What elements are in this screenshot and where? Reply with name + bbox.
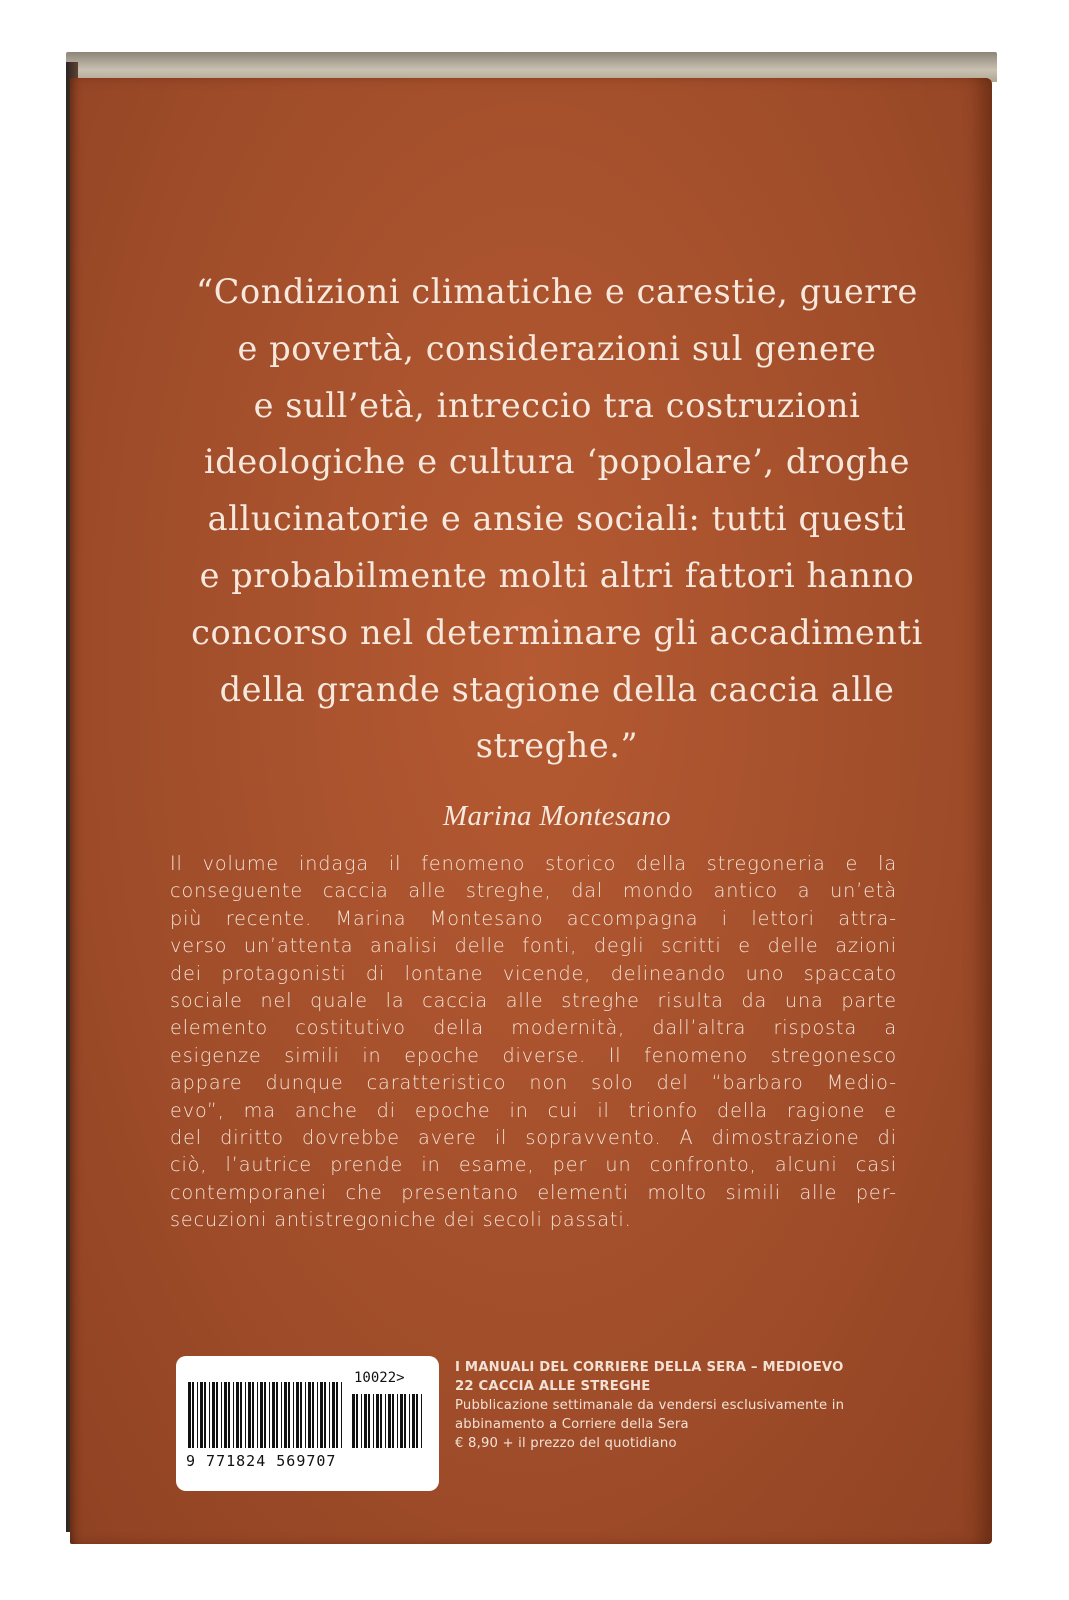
back-cover xyxy=(70,78,992,1544)
quote-line: streghe.” xyxy=(475,726,639,766)
barcode-addon-number: 10022> xyxy=(354,1370,405,1386)
quote-line: e sull’età, intreccio tra costruzioni xyxy=(253,385,861,425)
barcode xyxy=(176,1356,439,1491)
publication-note: Pubblicazione settimanale da vendersi esclusivamente in xyxy=(455,1398,845,1413)
description-line: Il volume indaga il fenomeno storico della stregoneria e la xyxy=(170,852,897,875)
description-line: verso un’attenta analisi delle fonti, degli scritti e delle azioni xyxy=(170,934,897,958)
quote-line: allucinatorie e ansie sociali: tutti questi xyxy=(207,499,907,539)
book-description xyxy=(170,850,897,1234)
series-name: I MANUALI DEL CORRIERE DELLA SERA – MEDIOEVO xyxy=(455,1360,844,1375)
quote-line: e povertà, considerazioni sul genere xyxy=(237,328,877,368)
description-line: conseguente caccia alle streghe, dal mondo antico a un’età xyxy=(170,879,897,903)
barcode-number: 9 771824 569707 xyxy=(186,1452,337,1470)
description-line: esigenze simili in epoche diverse. Il fenomeno stregonesco xyxy=(170,1043,897,1067)
quote-line: concorso nel determinare gli accadimenti xyxy=(191,612,923,652)
barcode-bars xyxy=(188,1382,344,1448)
description-line: elemento costitutivo della modernità, dall’altra risposta a xyxy=(170,1016,897,1040)
book xyxy=(66,52,997,1547)
quote-author: Marina Montesano xyxy=(443,800,671,832)
description-line: del diritto dovrebbe avere il sopravvento. A dimostrazione di xyxy=(170,1126,897,1150)
description-line: evo”, ma anche di epoche in cui il trionfo della ragione e xyxy=(170,1098,897,1122)
barcode-addon-bars xyxy=(352,1394,426,1448)
description-line: contemporanei che presentano elementi molto simili alle per- xyxy=(170,1180,897,1204)
description-line: sociale nel quale la caccia alle streghe risulta da una parte xyxy=(170,989,897,1013)
cover-quote xyxy=(168,264,946,775)
publisher-info xyxy=(455,1358,875,1453)
description-line: appare dunque caratteristico non solo del “barbaro Medio- xyxy=(170,1071,897,1095)
quote-line: e probabilmente molti altri fattori hanno xyxy=(199,555,915,595)
volume-title: 22 CACCIA ALLE STREGHE xyxy=(455,1379,651,1394)
description-line: più recente. Marina Montesano accompagna i lettori attra- xyxy=(170,906,897,930)
description-line: ciò, l’autrice prende in esame, per un confronto, alcuni casi xyxy=(170,1153,897,1177)
quote-line: ideologiche e cultura ‘popolare’, droghe xyxy=(203,442,911,482)
description-line: secuzioni antistregoniche dei secoli passati. xyxy=(170,1208,632,1232)
quote-line: “Condizioni climatiche e carestie, guerre xyxy=(196,272,918,311)
quote-line: della grande stagione della caccia alle xyxy=(219,669,895,709)
publication-note: abbinamento a Corriere della Sera xyxy=(455,1417,689,1432)
price: € 8,90 + il prezzo del quotidiano xyxy=(455,1436,677,1451)
description-line: dei protagonisti di lontane vicende, delineando uno spaccato xyxy=(170,961,897,985)
